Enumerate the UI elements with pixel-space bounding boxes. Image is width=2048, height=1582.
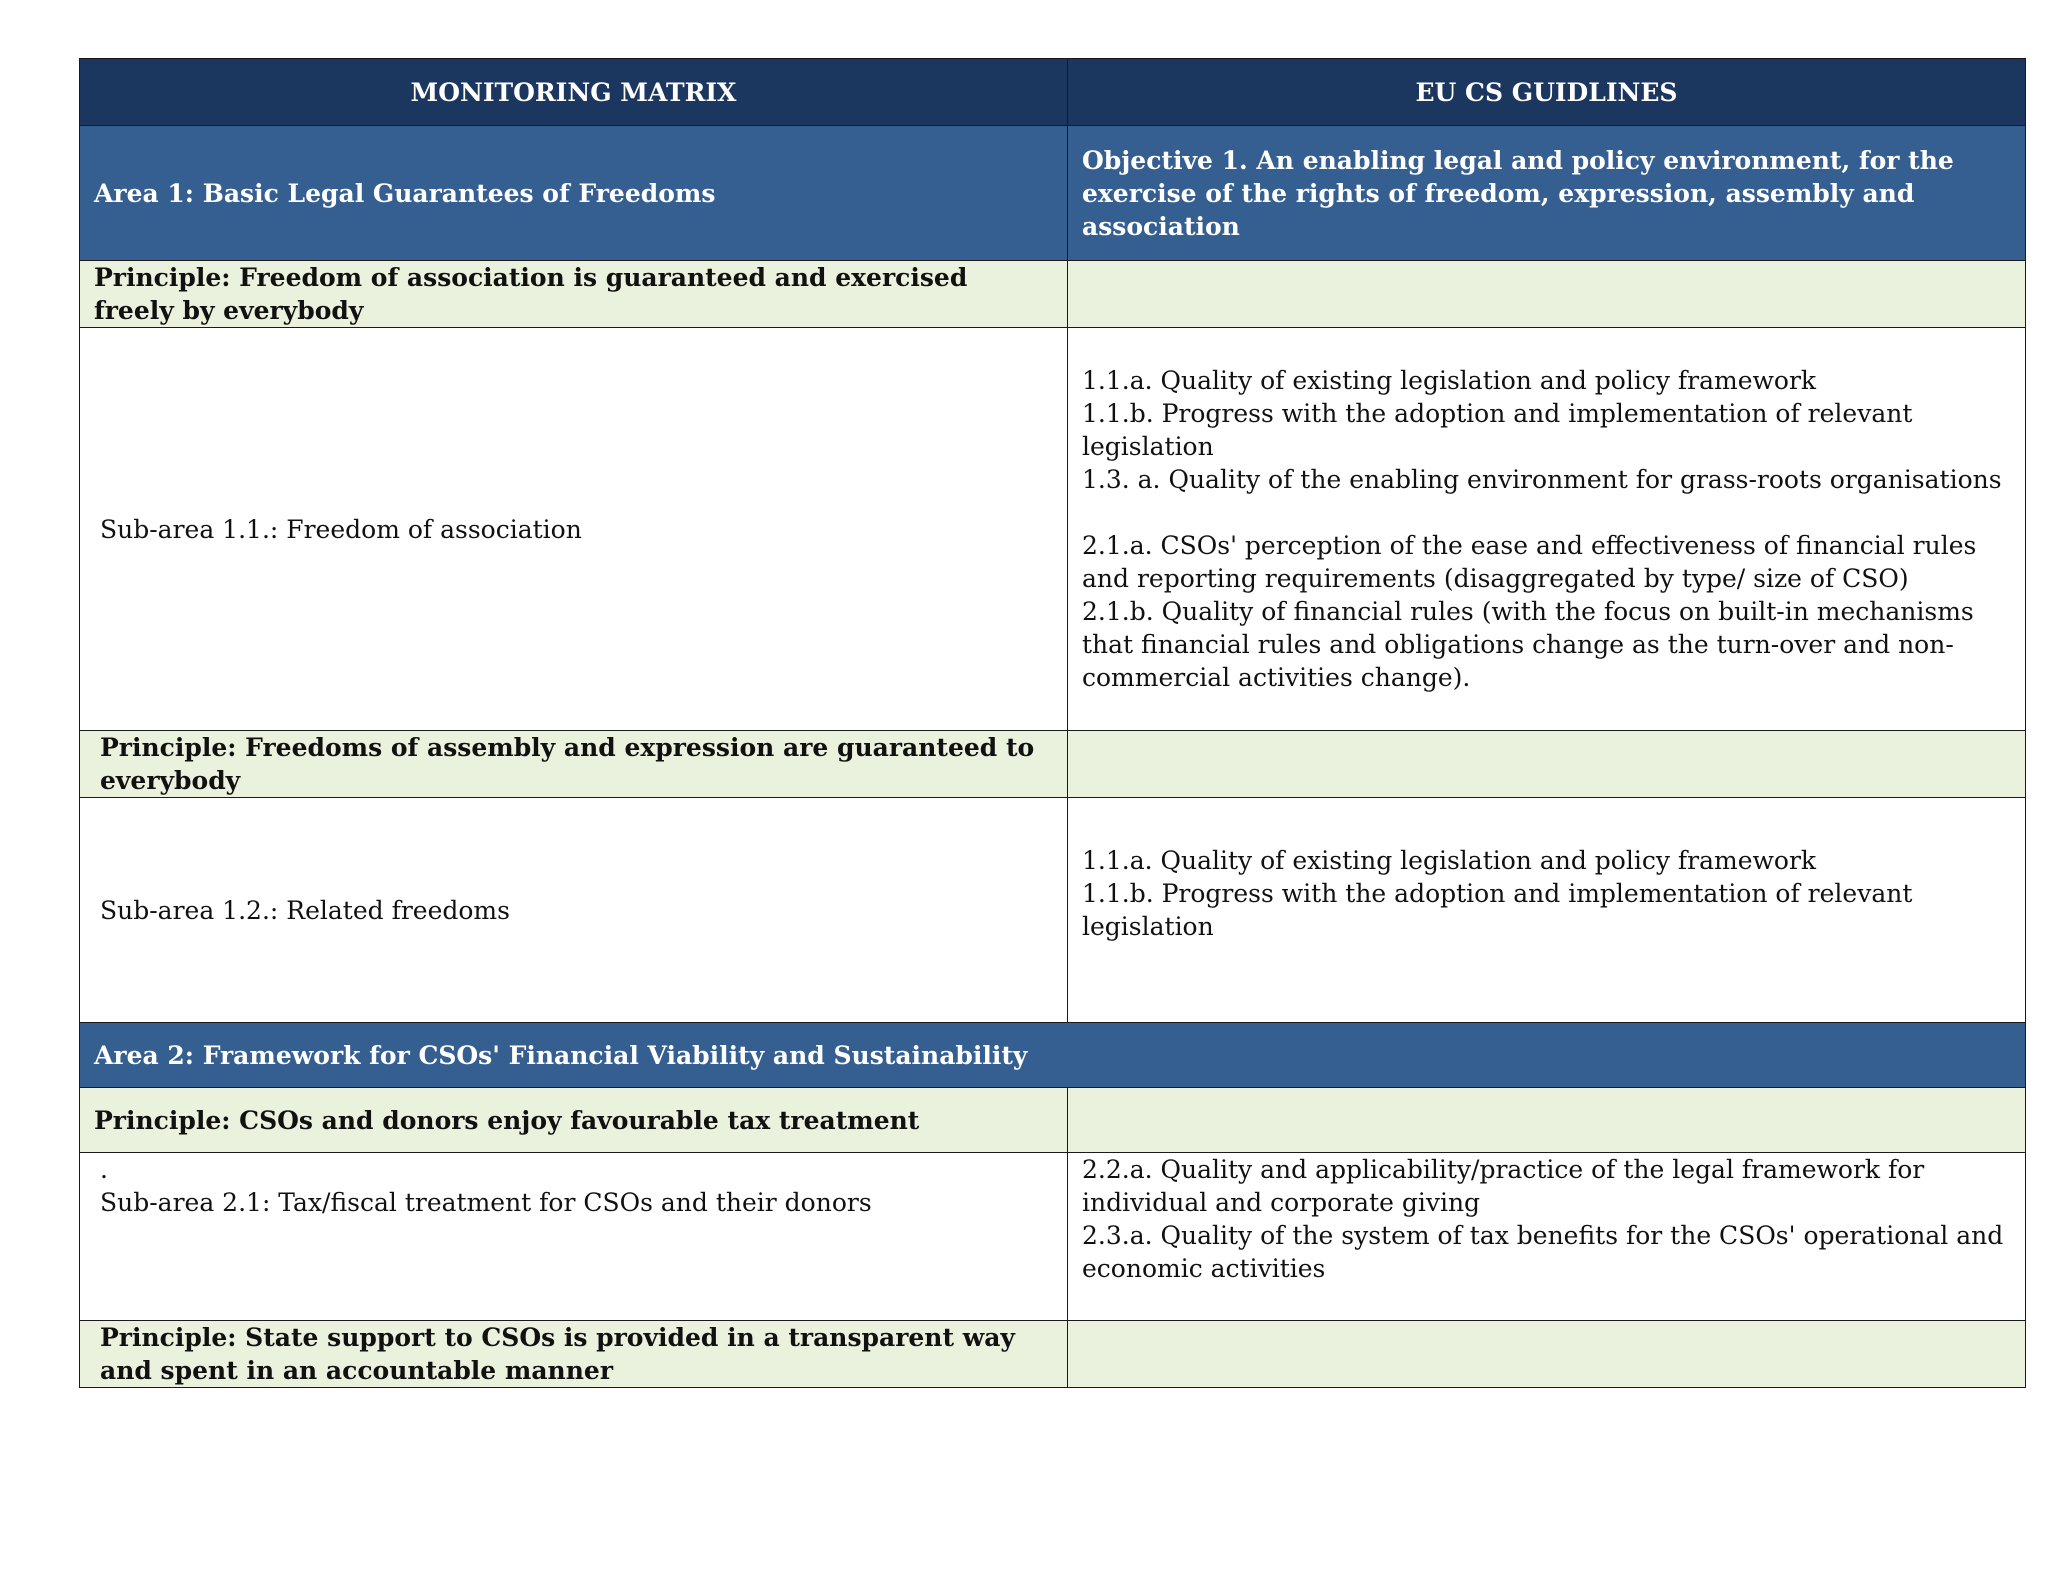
guideline-indicators-cell (1068, 328, 2026, 731)
sub-area-cell (80, 328, 1068, 731)
principle-cell (80, 731, 1068, 798)
indicator-item: 2.3.a. Quality of the system of tax benefits for the CSOs' operational and economic activities (1082, 1221, 2004, 1283)
monitoring-matrix-table (79, 58, 2026, 1388)
guideline-indicators-cell (1068, 1153, 2026, 1321)
sub-area-row (80, 1153, 2026, 1321)
principle-row (80, 1088, 2026, 1153)
indicator-item: 2.1.a. CSOs' perception of the ease and effectiveness of financial rules and reporting requirements (disaggregated by type/ size of CSO) (1082, 531, 1977, 593)
indicator-item: 1.1.b. Progress with the adoption and implementation of relevant legislation (1082, 399, 1913, 461)
area-2-title: Area 2: Framework for CSOs' Financial Viability and Sustainability (80, 1023, 2026, 1088)
principle-empty-cell (1068, 261, 2026, 328)
indicator-item: 1.1.a. Quality of existing legislation and policy framework (1082, 846, 1817, 875)
sub-area-2-1-label: Sub-area 2.1: Tax/fiscal treatment for CSOs and their donors (100, 1188, 872, 1217)
principle-assembly-expression: Principle: Freedoms of assembly and expression are guaranteed to everybody (100, 733, 1035, 795)
principle-freedom-of-association: Principle: Freedom of association is guaranteed and exercised freely by everybody (94, 263, 968, 325)
header-row (80, 59, 2026, 126)
sub-area-1-2-label: Sub-area 1.2.: Related freedoms (100, 895, 510, 925)
dot-marker: . (100, 1155, 108, 1184)
sub-area-row (80, 328, 2026, 731)
guideline-indicators-cell (1068, 798, 2026, 1023)
header-eu-cs-guidelines: EU CS GUIDLINES (1068, 59, 2026, 126)
principle-state-support: Principle: State support to CSOs is provided in a transparent way and spent in an accountable manner (100, 1323, 1015, 1385)
sub-area-1-1-label: Sub-area 1.1.: Freedom of association (100, 514, 582, 544)
area-row (80, 126, 2026, 261)
header-monitoring-matrix: MONITORING MATRIX (80, 59, 1068, 126)
area-1-title: Area 1: Basic Legal Guarantees of Freedoms (80, 126, 1068, 261)
principle-row (80, 261, 2026, 328)
area-row (80, 1023, 2026, 1088)
principle-empty-cell (1068, 1321, 2026, 1388)
indicator-item: 2.1.b. Quality of financial rules (with the focus on built-in mechanisms that financial rules and obligations change as the turn-over and non-commercial activities change). (1082, 597, 1974, 692)
sub-area-cell (80, 798, 1068, 1023)
spacer (1082, 943, 2011, 976)
sub-area-cell (80, 1153, 1068, 1321)
indicator-item: 2.2.a. Quality and applicability/practice of the legal framework for individual and corporate giving (1082, 1155, 1925, 1217)
indicator-item: 1.1.a. Quality of existing legislation and policy framework (1082, 366, 1817, 395)
principle-cell (80, 1321, 1068, 1388)
principle-empty-cell (1068, 731, 2026, 798)
principle-tax-treatment: Principle: CSOs and donors enjoy favourable tax treatment (80, 1088, 1068, 1153)
sub-area-row (80, 798, 2026, 1023)
principle-row (80, 731, 2026, 798)
objective-1-text: Objective 1. An enabling legal and policy environment, for the exercise of the rights of freedom, expression, assembly and association (1068, 126, 2026, 261)
principle-cell (80, 261, 1068, 328)
principle-row (80, 1321, 2026, 1388)
spacer (1082, 496, 2011, 529)
indicator-item: 1.3. a. Quality of the enabling environment for grass-roots organisations (1082, 465, 2002, 494)
indicator-item: 1.1.b. Progress with the adoption and implementation of relevant legislation (1082, 879, 1913, 941)
principle-empty-cell (1068, 1088, 2026, 1153)
